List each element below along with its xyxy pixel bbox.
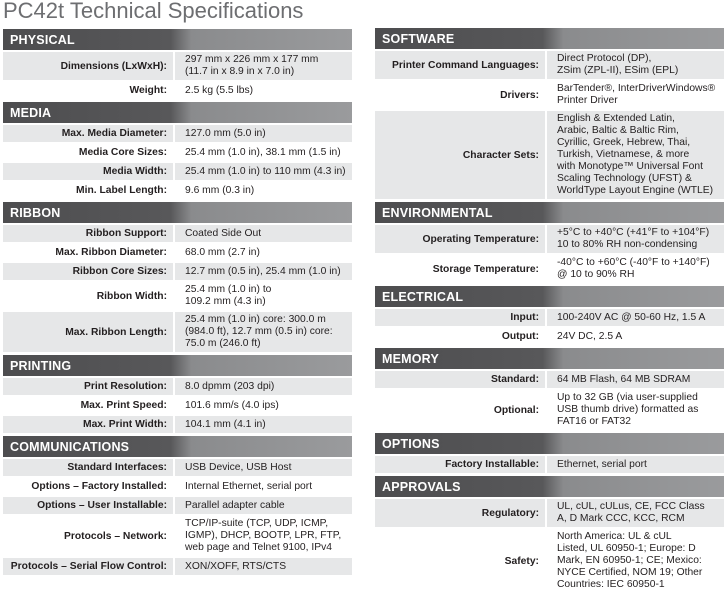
spec-value: -40°C to +60°C (-40°F to +140°F) @ 10 to 90% RH [545, 255, 724, 283]
spec-row-optional [375, 390, 724, 430]
spec-value: Up to 32 GB (via user-supplied USB thumb drive) formatted as FAT16 or FAT32 [545, 390, 724, 430]
spec-label: Max. Print Speed: [3, 397, 173, 414]
spec-label: Print Resolution: [3, 378, 173, 395]
spec-row-drivers [375, 81, 724, 109]
section-header-communications [3, 436, 352, 457]
section-header-approvals [375, 476, 724, 497]
spec-row-max-media-diameter [3, 125, 352, 142]
spec-label: Protocols – Network: [3, 516, 173, 556]
spec-label: Max. Ribbon Length: [3, 312, 173, 352]
section-header-physical [3, 29, 352, 50]
spec-value: Direct Protocol (DP), ZSim (ZPL-II), ESim (EPL) [545, 51, 724, 79]
spec-value: 25.4 mm (1.0 in) to 110 mm (4.3 in) [173, 163, 352, 180]
spec-value: Ethernet, serial port [545, 456, 724, 473]
spec-value: +5°C to +40°C (+41°F to +104°F) 10 to 80% RH non-condensing [545, 225, 724, 253]
spec-label: Optional: [375, 390, 545, 430]
section-header-environmental [375, 202, 724, 223]
spec-value: 8.0 dpmm (203 dpi) [173, 378, 352, 395]
spec-row-dimensions-lxwxh [3, 52, 352, 80]
section-header-ribbon [3, 202, 352, 223]
spec-row-operating-temperature [375, 225, 724, 253]
spec-label: Standard: [375, 371, 545, 388]
spec-label: Operating Temperature: [375, 225, 545, 253]
spec-value: XON/XOFF, RTS/CTS [173, 558, 352, 575]
spec-value: North America: UL & cUL Listed, UL 60950-1; Europe: D Mark, EN 60950-1; CE; Mexico: NYCE Certified, NOM 19; Other Countries: IEC 60950-1 [545, 529, 724, 593]
spec-row-ribbon-width [3, 282, 352, 310]
section-title: SOFTWARE [382, 31, 455, 46]
spec-row-standard [375, 371, 724, 388]
spec-row-options-user-installable [3, 497, 352, 514]
right-spec-column [375, 28, 724, 593]
spec-row-media-core-sizes [3, 144, 352, 161]
spec-row-max-print-width [3, 416, 352, 433]
spec-value: English & Extended Latin, Arabic, Baltic & Baltic Rim, Cyrillic, Greek, Hebrew, Thai, Turkish, Vietnamese, & more with Monotype™ Universal Font Scaling Technology (UFST) & WorldType Layout Engine (WTLE) [545, 111, 724, 199]
spec-label: Ribbon Width: [3, 282, 173, 310]
spec-value: 101.6 mm/s (4.0 ips) [173, 397, 352, 414]
spec-value: 64 MB Flash, 64 MB SDRAM [545, 371, 724, 388]
spec-label: Dimensions (LxWxH): [3, 52, 173, 80]
spec-value: 9.6 mm (0.3 in) [173, 182, 352, 199]
spec-label: Min. Label Length: [3, 182, 173, 199]
spec-row-max-print-speed [3, 397, 352, 414]
spec-row-regulatory [375, 499, 724, 527]
spec-row-factory-installable [375, 456, 724, 473]
spec-value: 25.4 mm (1.0 in) to 109.2 mm (4.3 in) [173, 282, 352, 310]
section-title: RIBBON [10, 205, 61, 220]
section-header-software [375, 28, 724, 49]
spec-label: Regulatory: [375, 499, 545, 527]
spec-label: Options – Factory Installed: [3, 478, 173, 495]
spec-label: Safety: [375, 529, 545, 593]
spec-value: 104.1 mm (4.1 in) [173, 416, 352, 433]
spec-label: Drivers: [375, 81, 545, 109]
spec-value: 25.4 mm (1.0 in) core: 300.0 m (984.0 ft), 12.7 mm (0.5 in) core: 75.0 m (246.0 ft) [173, 312, 352, 352]
spec-label: Protocols – Serial Flow Control: [3, 558, 173, 575]
spec-row-character-sets [375, 111, 724, 199]
spec-row-protocols-network [3, 516, 352, 556]
spec-label: Character Sets: [375, 111, 545, 199]
page-title: PC42t Technical Specifications [3, 0, 304, 23]
spec-row-protocols-serial-flow-control [3, 558, 352, 575]
spec-label: Ribbon Support: [3, 225, 173, 242]
section-title: MEMORY [382, 351, 439, 366]
spec-row-printer-command-languages [375, 51, 724, 79]
spec-label: Output: [375, 328, 545, 345]
section-title: APPROVALS [382, 479, 461, 494]
section-title: ELECTRICAL [382, 289, 464, 304]
spec-row-input [375, 309, 724, 326]
spec-value: 68.0 mm (2.7 in) [173, 244, 352, 261]
spec-label: Standard Interfaces: [3, 459, 173, 476]
left-spec-column [3, 29, 352, 575]
spec-label: Printer Command Languages: [375, 51, 545, 79]
spec-label: Storage Temperature: [375, 255, 545, 283]
spec-value: 297 mm x 226 mm x 177 mm (11.7 in x 8.9 in x 7.0 in) [173, 52, 352, 80]
spec-label: Weight: [3, 82, 173, 99]
spec-row-max-ribbon-diameter [3, 244, 352, 261]
spec-label: Media Width: [3, 163, 173, 180]
spec-label: Ribbon Core Sizes: [3, 263, 173, 280]
spec-label: Max. Media Diameter: [3, 125, 173, 142]
spec-label: Input: [375, 309, 545, 326]
spec-row-storage-temperature [375, 255, 724, 283]
section-title: ENVIRONMENTAL [382, 205, 493, 220]
section-header-memory [375, 348, 724, 369]
spec-value: 100-240V AC @ 50-60 Hz, 1.5 A [545, 309, 724, 326]
spec-value: 24V DC, 2.5 A [545, 328, 724, 345]
spec-row-media-width [3, 163, 352, 180]
spec-row-weight [3, 82, 352, 99]
spec-value: BarTender®, InterDriverWindows® Printer Driver [545, 81, 724, 109]
spec-row-standard-interfaces [3, 459, 352, 476]
spec-label: Max. Ribbon Diameter: [3, 244, 173, 261]
spec-value: USB Device, USB Host [173, 459, 352, 476]
spec-value: Coated Side Out [173, 225, 352, 242]
section-header-electrical [375, 286, 724, 307]
spec-row-safety [375, 529, 724, 593]
spec-value: Internal Ethernet, serial port [173, 478, 352, 495]
spec-row-options-factory-installed [3, 478, 352, 495]
section-header-options [375, 433, 724, 454]
spec-label: Max. Print Width: [3, 416, 173, 433]
section-header-printing [3, 355, 352, 376]
section-header-media [3, 102, 352, 123]
spec-value: Parallel adapter cable [173, 497, 352, 514]
spec-row-output [375, 328, 724, 345]
section-title: PRINTING [10, 358, 72, 373]
spec-value: 2.5 kg (5.5 lbs) [173, 82, 352, 99]
spec-label: Options – User Installable: [3, 497, 173, 514]
spec-row-ribbon-support [3, 225, 352, 242]
spec-row-max-ribbon-length [3, 312, 352, 352]
section-title: COMMUNICATIONS [10, 439, 130, 454]
spec-label: Factory Installable: [375, 456, 545, 473]
spec-row-min-label-length [3, 182, 352, 199]
spec-value: 127.0 mm (5.0 in) [173, 125, 352, 142]
spec-value: UL, cUL, cULus, CE, FCC Class A, D Mark CCC, KCC, RCM [545, 499, 724, 527]
spec-row-print-resolution [3, 378, 352, 395]
spec-row-ribbon-core-sizes [3, 263, 352, 280]
section-title: MEDIA [10, 105, 52, 120]
spec-value: 25.4 mm (1.0 in), 38.1 mm (1.5 in) [173, 144, 352, 161]
spec-value: TCP/IP-suite (TCP, UDP, ICMP, IGMP), DHCP, BOOTP, LPR, FTP, web page and Telnet 9100, IPv4 [173, 516, 352, 556]
section-title: PHYSICAL [10, 32, 75, 47]
spec-value: 12.7 mm (0.5 in), 25.4 mm (1.0 in) [173, 263, 352, 280]
section-title: OPTIONS [382, 436, 440, 451]
spec-label: Media Core Sizes: [3, 144, 173, 161]
